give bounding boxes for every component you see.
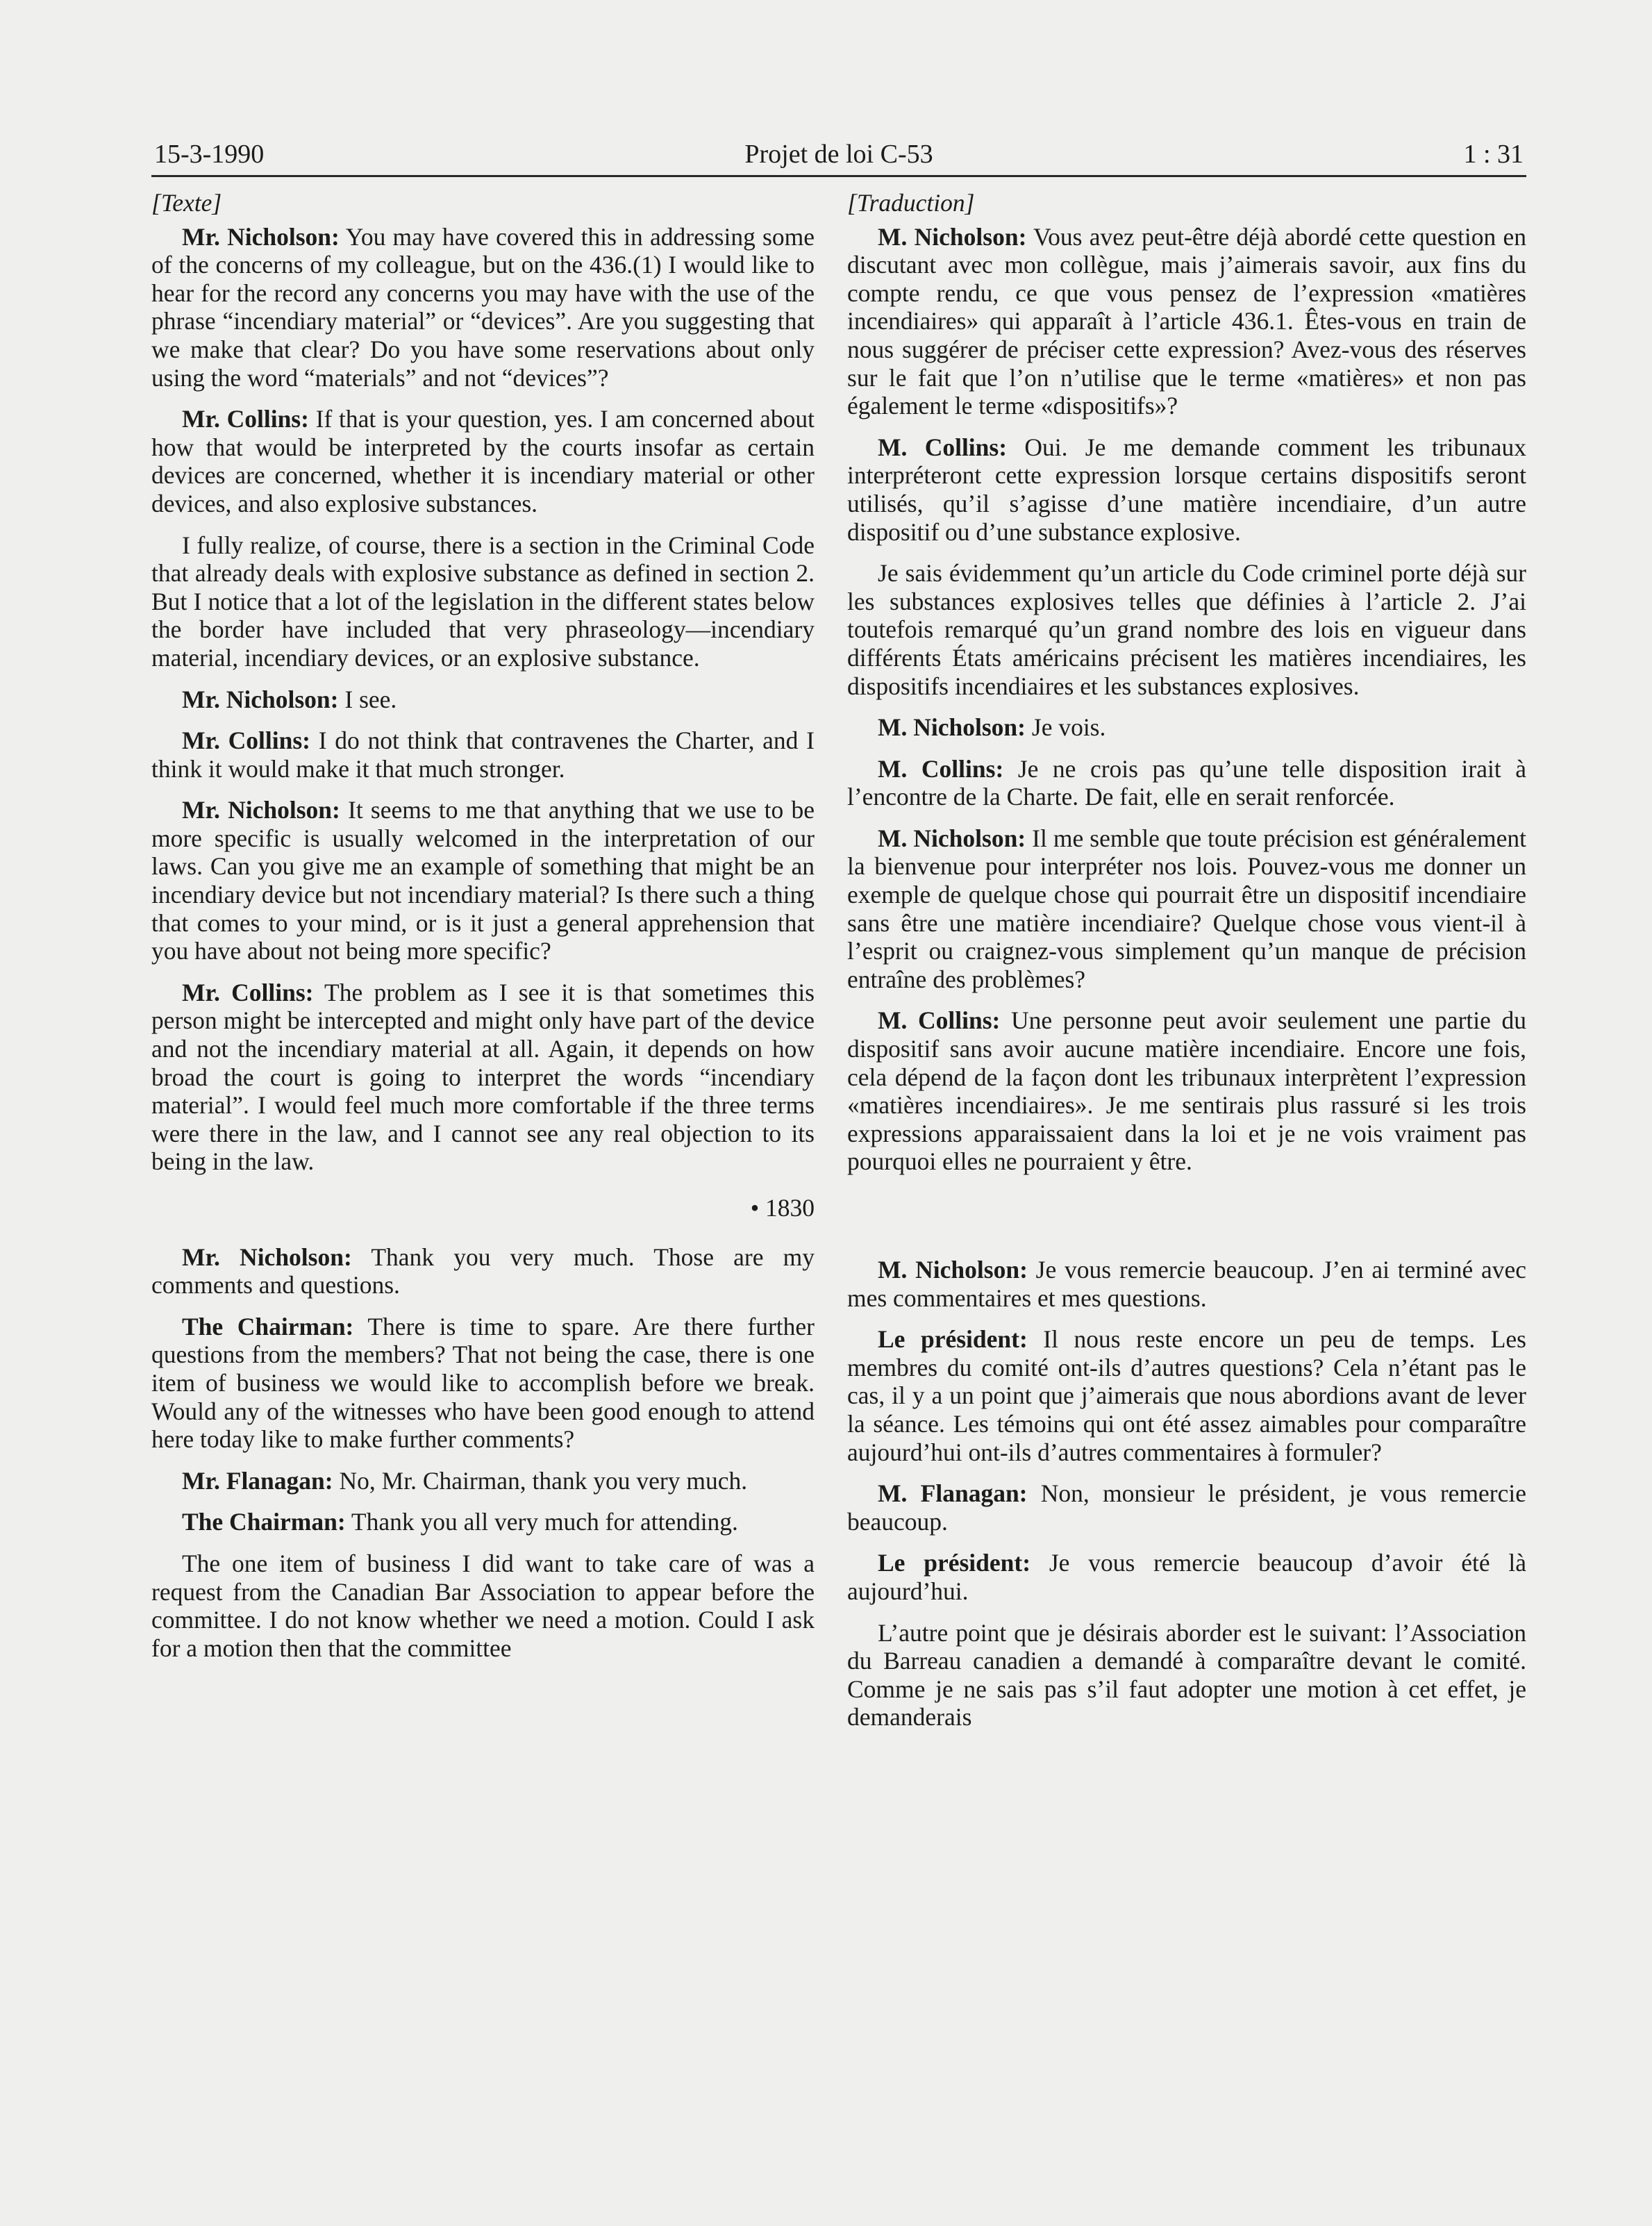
paragraph [151, 531, 815, 672]
paragraph [847, 559, 1526, 700]
paragraph-text: The problem as I see it is that sometimes this person might be intercepted and might only have part of the device and not the incendiary material at all. Again, it depends on how broad the court is going to interpret the words “incendiary material”. I would feel much more comfortable if the three terms were there in the law, and I cannot see any real objection to its being in the law. [151, 978, 815, 1176]
speaker-name: M. Collins: [878, 754, 1004, 783]
paragraph [847, 1006, 1526, 1176]
speaker-name: M. Nicholson: [878, 222, 1027, 251]
paragraph [151, 223, 815, 392]
paragraph-text: There is time to spare. Are there further questions from the members? That not being the case, there is one item of business we would like to accomplish before we break. Would any of the witnesses who have been good enough to attend here today like to make further comments? [151, 1312, 815, 1454]
paragraph-text: The one item of business I did want to take care of was a request from the Canadian Bar Association to appear before the committee. I do not know whether we need a motion. Could I ask for a motion then that the committee [151, 1549, 815, 1662]
paragraph-text: Je vous remercie beaucoup. J’en ai terminé avec mes commentaires et mes questions. [847, 1256, 1526, 1312]
paragraph [847, 1256, 1526, 1312]
paragraph [847, 1479, 1526, 1536]
paragraph [151, 796, 815, 965]
paragraph-text: It seems to me that anything that we use to be more specific is usually welcomed in the interpretation of our laws. Can you give me an example of something that might be an incendiary device but not incendiary material? Is there such a thing that comes to your mind, or is it just a general apprehension that you have about not being more specific? [151, 796, 815, 965]
paragraph-text: L’autre point que je désirais aborder est le suivant: l’Association du Barreau canadien a demandé à comparaître devant le comité. Comme je ne sais pas s’il faut adopter une motion à cet effet, je demanderais [847, 1618, 1526, 1731]
paragraph-text: No, Mr. Chairman, thank you very much. [333, 1466, 748, 1495]
speaker-name: Mr. Nicholson: [182, 222, 340, 251]
header-title: Projet de loi C-53 [744, 140, 933, 169]
header-rule [151, 175, 1526, 177]
paragraph-text: If that is your question, yes. I am concerned about how that would be interpreted by the courts insofar as certain devices are concerned, whether it is incendiary material or other devices, and also explosive substances. [151, 405, 815, 517]
speaker-name: Mr. Nicholson: [182, 685, 339, 713]
french-paragraphs [847, 223, 1526, 1176]
speaker-name: M. Collins: [878, 1006, 1001, 1035]
header-date: 15-3-1990 [154, 140, 265, 169]
paragraph [847, 433, 1526, 546]
speaker-name: Mr. Flanagan: [182, 1466, 333, 1495]
paragraph-text: I fully realize, of course, there is a section in the Criminal Code that already deals with explosive substance as defined in section 2. But I notice that a lot of the legislation in the different states below the border have included that very phraseology—incendiary material, incendiary devices, or an explosive substance. [151, 531, 815, 672]
paragraph-text: Je vois. [1026, 713, 1106, 742]
speaker-name: The Chairman: [182, 1312, 354, 1340]
paragraph-text: Thank you all very much for attending. [345, 1508, 738, 1536]
paragraph [151, 1550, 815, 1662]
speaker-name: The Chairman: [182, 1508, 346, 1536]
paragraph [151, 1467, 815, 1495]
english-paragraphs-after [151, 1243, 815, 1663]
paragraph-text: Une personne peut avoir seulement une partie du dispositif sans avoir aucune matière incendiaire. Encore une fois, cela dépend de la façon dont les tribunaux interprètent l’expression «matières incendiaires». Je me sentirais plus rassuré si les trois expressions apparaissaient dans la loi et je ne vois vraiment pas pourquoi elles ne pourraient y être. [847, 1006, 1526, 1176]
speaker-name: Mr. Collins: [182, 978, 314, 1006]
speaker-name: Le président: [878, 1549, 1031, 1577]
french-column [847, 189, 1526, 1745]
paragraph [847, 755, 1526, 811]
paragraph [151, 1243, 815, 1299]
paragraph-text: Oui. Je me demande comment les tribunaux interpréteront cette expression lorsque certains dispositifs seront utilisés, qu’il s’agisse d’une matière incendiaire, d’un autre dispositif ou d’une substance explosive. [847, 433, 1526, 546]
paragraph [847, 223, 1526, 420]
paragraph-text: Je sais évidemment qu’un article du Code criminel porte déjà sur les substances explosives telles que définies à l’article 2. J’ai toutefois remarqué qu’un grand nombre des lois en vigueur dans différents États américains précisent les matières incendiaires, les dispositifs incendiaires et les substances explosives. [847, 559, 1526, 700]
speaker-name: M. Flanagan: [878, 1479, 1028, 1508]
paragraph-text: Il nous reste encore un peu de temps. Les membres du comité ont-ils d’autres questions? Cela n’étant pas le cas, il y a un point que j’aimerais que nous abordions avant de lever la séance. Les témoins qui ont été assez aimables pour comparaître aujourd’hui ont-ils d’autres commentaires à formuler? [847, 1325, 1526, 1466]
paragraph-text: I see. [338, 685, 397, 713]
paragraph [151, 686, 815, 714]
speaker-name: M. Collins: [878, 433, 1008, 461]
paragraph-text: Il me semble que toute précision est généralement la bienvenue pour interpréter nos lois. Pouvez-vous me donner un exemple de quelque chose qui pourrait être un dispositif incendiaire sans être une matière incendiaire? Quelque chose vous vient-il à l’esprit ou craignez-vous simplement qu’un manque de précision entraîne des problèmes? [847, 824, 1526, 993]
paragraph-text: Thank you very much. Those are my comments and questions. [151, 1243, 815, 1299]
speaker-name: Le président: [878, 1325, 1028, 1354]
english-label: [Texte] [151, 189, 222, 217]
speaker-name: M. Nicholson: [878, 824, 1026, 852]
speaker-name: M. Nicholson: [878, 713, 1026, 742]
paragraph [847, 824, 1526, 994]
french-spacer [847, 1189, 1526, 1256]
speaker-name: Mr. Nicholson: [182, 796, 340, 824]
speaker-name: Mr. Collins: [182, 405, 309, 433]
english-column [151, 189, 815, 1675]
speaker-name: M. Nicholson: [878, 1256, 1028, 1284]
paragraph-text: Non, monsieur le président, je vous remercie beaucoup. [847, 1479, 1526, 1536]
paragraph [151, 726, 815, 783]
english-paragraphs [151, 223, 815, 1176]
running-header [154, 136, 1524, 172]
paragraph [151, 1313, 815, 1454]
time-marker: • 1830 [750, 1194, 815, 1222]
paragraph [151, 979, 815, 1176]
paragraph [847, 1549, 1526, 1605]
paragraph [151, 1508, 815, 1536]
paragraph-text: You may have covered this in addressing some of the concerns of my colleague, but on the 436.(1) I would like to hear for the record any concerns you may have with the use of the phrase “incendiary material” or “devices”. Are you suggesting that we make that clear? Do you have some reservations about only using the word “materials” and not “devices”? [151, 222, 815, 392]
paragraph-text: Vous avez peut-être déjà abordé cette question en discutant avec mon collègue, mais j’aimerais savoir, aux fins du compte rendu, ce que vous pensez de l’expression «matières incendiaires» qui apparaît à l’article 436.1. Êtes-vous en train de nous suggérer de préciser cette expression? Avez-vous des réserves sur le fait que l’on n’utilise que le terme «matières» et non pas également le terme «dispositifs»? [847, 222, 1527, 420]
french-paragraphs-after [847, 1256, 1526, 1731]
paragraph [847, 713, 1526, 742]
paragraph-text: Je vous remercie beaucoup d’avoir été là aujourd’hui. [847, 1549, 1526, 1605]
paragraph [151, 405, 815, 517]
paragraph-text: I do not think that contravenes the Charter, and I think it would make it that much stronger. [151, 726, 815, 783]
speaker-name: Mr. Nicholson: [182, 1243, 352, 1271]
speaker-name: Mr. Collins: [182, 726, 310, 755]
header-page-number: 1 : 31 [1463, 140, 1524, 169]
paragraph-text: Je ne crois pas qu’une telle disposition irait à l’encontre de la Charte. De fait, elle en serait renforcée. [847, 754, 1526, 811]
french-label: [Traduction] [847, 189, 975, 217]
paragraph [847, 1325, 1526, 1466]
paragraph [847, 1619, 1526, 1731]
